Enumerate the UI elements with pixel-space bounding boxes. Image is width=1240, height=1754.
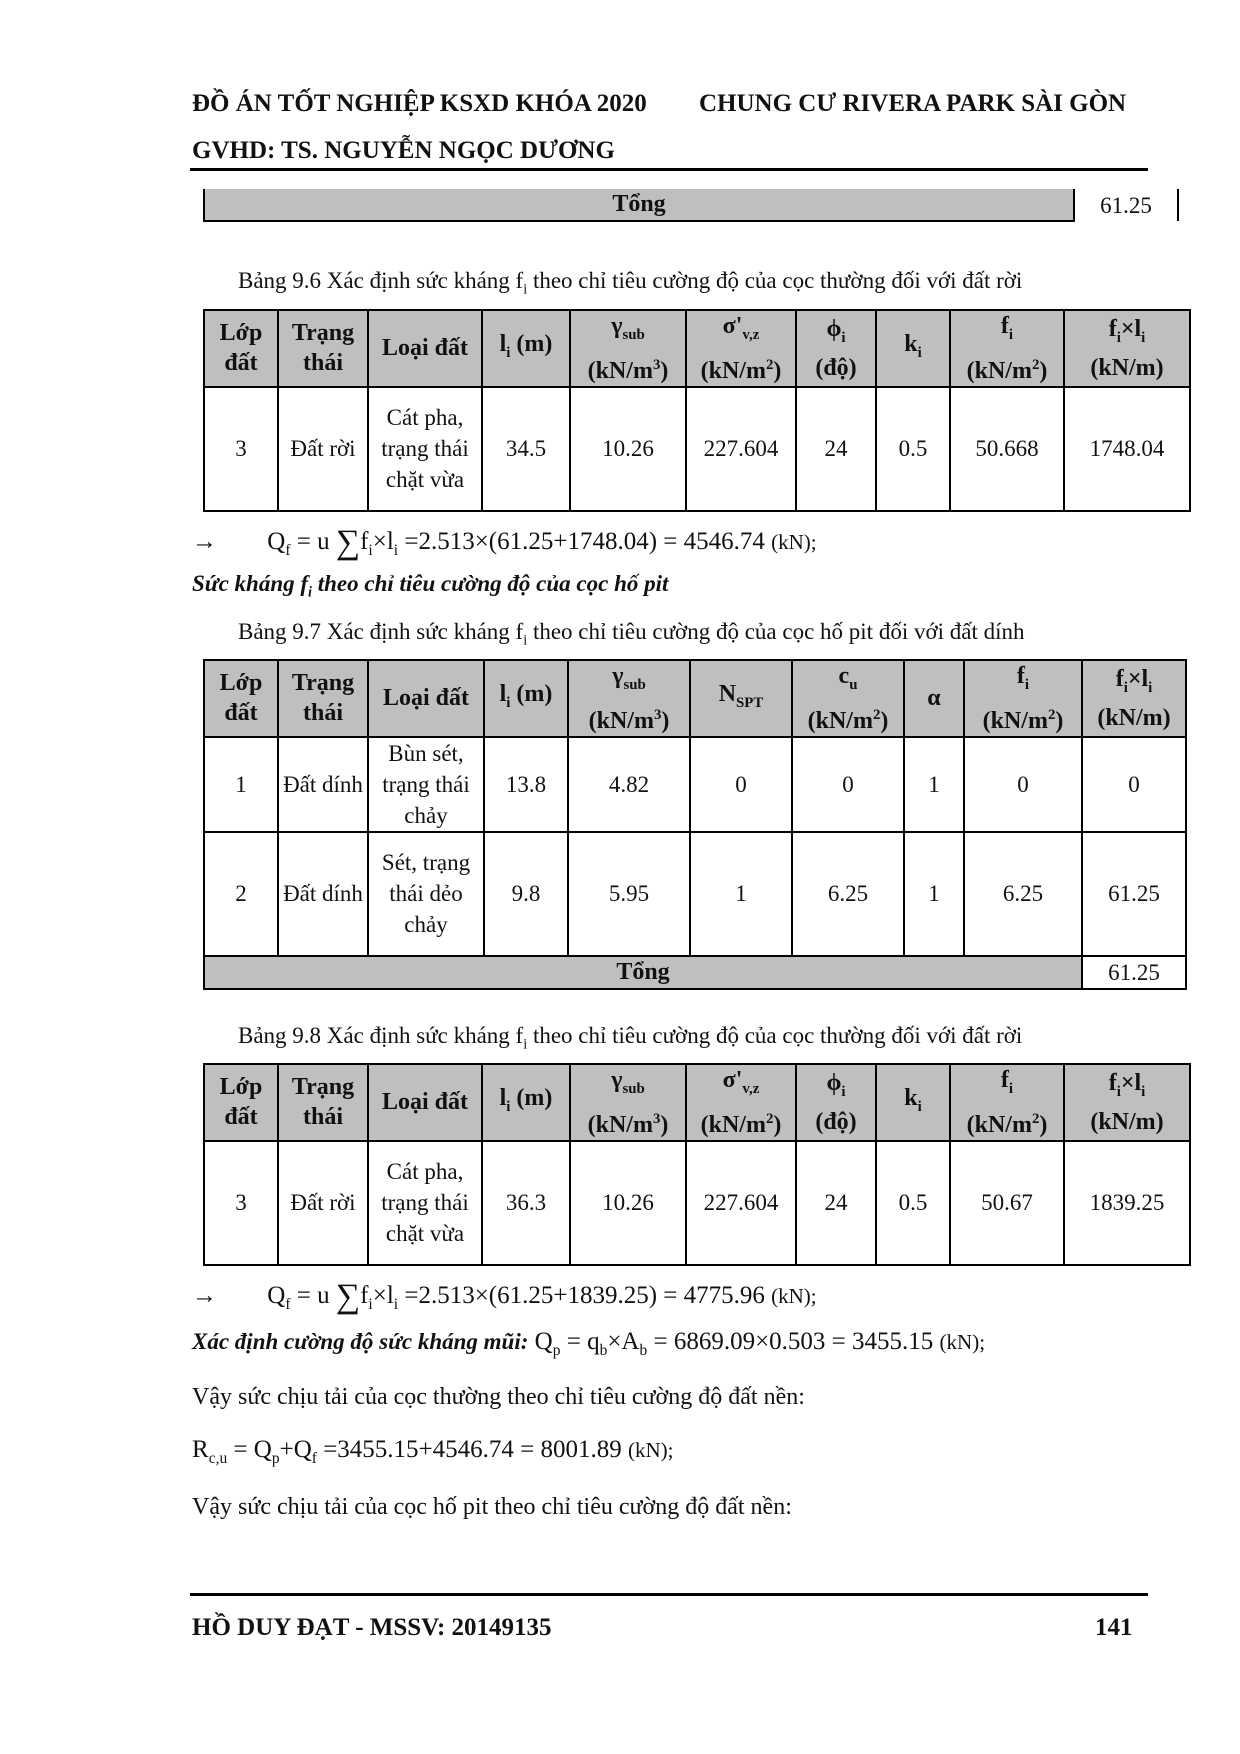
header-building-name: CHUNG CƯ RIVERA PARK SÀI GÒN: [699, 90, 1127, 117]
col-sigma: $\sigma'_{v,z}$ $(kN/m^2)$: [686, 1064, 796, 1141]
col-sigma: $\sigma'_{v,z}$ $(kN/m^2)$: [686, 310, 796, 387]
total-row: [204, 956, 1186, 989]
col-gamma: $\gamma_{sub}$ $(kN/m^3)$: [568, 660, 690, 737]
equation-qf-2: → $Q_f = u$ $\sum f_i\times l_i =2.513\times(61.25+1839.25) = 4775.96$ (kN);: [192, 1278, 817, 1315]
col-lop-dat: Lớp đất: [204, 660, 278, 737]
footer-author: HỒ DUY ĐẠT - MSSV: 20149135: [192, 1614, 552, 1641]
col-trang-thai: Trạng thái: [278, 310, 368, 387]
col-fili: $f_i\times l_i$ (kN/m): [1082, 660, 1186, 737]
cell-alpha: 1: [904, 832, 964, 956]
cell-trang-thai: Đất rời: [278, 1141, 368, 1265]
col-ki: $k_i$: [876, 310, 950, 387]
cell-sigma: 227.604: [686, 1141, 796, 1265]
arrow-glyph: →: [192, 528, 217, 555]
col-fi: $f_i$ $(kN/m^2)$: [964, 660, 1082, 737]
col-gamma: $\gamma_{sub}$ $(kN/m^3)$: [570, 1064, 686, 1141]
cell-trang-thai: Đất rời: [278, 387, 368, 511]
col-fili: $f_i\times l_i$ (kN/m): [1064, 1064, 1190, 1141]
col-alpha: α: [904, 660, 964, 737]
col-li: $l_i$ (m): [484, 660, 568, 737]
cell-trang-thai: Đất dính: [278, 737, 368, 832]
col-lop-dat: Lớp đất: [204, 310, 278, 387]
cell-loai-dat: Sét, trạng thái dẻo chảy: [368, 832, 484, 956]
col-li: $l_i$ (m): [482, 1064, 570, 1141]
table-96-caption: Bảng 9.6 Xác định sức kháng $f_i$ theo chỉ tiêu cường độ của cọc thường đối với đất rời: [238, 268, 1023, 298]
continued-total-table: [203, 189, 1179, 222]
footer-rule: [190, 1593, 1148, 1596]
col-loai-dat: Loại đất: [368, 660, 484, 737]
total-value: 61.25: [1074, 189, 1178, 221]
header-rule: [190, 168, 1148, 171]
total-label: Tổng: [204, 189, 1074, 221]
cell-li: 34.5: [482, 387, 570, 511]
total-value: 61.25: [1082, 956, 1186, 989]
table-98-caption: Bảng 9.8 Xác định sức kháng $f_i$ theo chỉ tiêu cường độ của cọc thường đối với đất rời: [238, 1023, 1023, 1053]
cell-lop: 1: [204, 737, 278, 832]
table-row: [204, 832, 1186, 956]
col-loai-dat: Loại đất: [368, 1064, 482, 1141]
cell-lop: 2: [204, 832, 278, 956]
cell-li: 9.8: [484, 832, 568, 956]
col-phi: $\phi_i$ (độ): [796, 310, 876, 387]
cell-alpha: 1: [904, 737, 964, 832]
cell-li: 36.3: [482, 1141, 570, 1265]
cell-gamma: 10.26: [570, 387, 686, 511]
col-nspt: $N_{SPT}$: [690, 660, 792, 737]
arrow-glyph: →: [192, 1282, 217, 1309]
col-loai-dat: Loại đất: [368, 310, 482, 387]
table-96: [203, 309, 1191, 512]
cell-fi: 50.668: [950, 387, 1064, 511]
col-trang-thai: Trạng thái: [278, 660, 368, 737]
cell-phi: 24: [796, 387, 876, 511]
cell-fili: 61.25: [1082, 832, 1186, 956]
paragraph-normal-pile: Vậy sức chịu tải của cọc thường theo chỉ tiêu cường độ đất nền:: [192, 1384, 805, 1410]
equation-qp: Xác định cường độ sức kháng mũi: $Q_p = q_b\times A_b = 6869.09\times 0.503 = 3455.15$ (kN);: [192, 1328, 986, 1359]
col-lop-dat: Lớp đất: [204, 1064, 278, 1141]
cell-loai-dat: Cát pha, trạng thái chặt vừa: [368, 1141, 482, 1265]
cell-fili: 1748.04: [1064, 387, 1190, 511]
equation-rcu: $R_{c,u} = Q_p+Q_f =3455.15+4546.74 = 8001.89$ (kN);: [192, 1436, 674, 1467]
total-label: Tổng: [204, 956, 1082, 989]
cell-ki: 0.5: [876, 1141, 950, 1265]
cell-gamma: 4.82: [568, 737, 690, 832]
equation-qf-1: → $Q_f = u$ $\sum f_i\times l_i =2.513\times(61.25+1748.04) = 4546.74$ (kN);: [192, 524, 817, 561]
cell-fi: 6.25: [964, 832, 1082, 956]
header-project-title: ĐỒ ÁN TỐT NGHIỆP KSXD KHÓA 2020: [192, 90, 647, 117]
page-number: 141: [1095, 1614, 1133, 1641]
cell-trang-thai: Đất dính: [278, 832, 368, 956]
tip-label: Xác định cường độ sức kháng mũi:: [192, 1329, 529, 1354]
cell-loai-dat: Cát pha, trạng thái chặt vừa: [368, 387, 482, 511]
col-ki: $k_i$: [876, 1064, 950, 1141]
table-row: [204, 737, 1186, 832]
cell-loai-dat: Bùn sét, trạng thái chảy: [368, 737, 484, 832]
col-phi: $\phi_i$ (độ): [796, 1064, 876, 1141]
cell-ki: 0.5: [876, 387, 950, 511]
cell-li: 13.8: [484, 737, 568, 832]
col-fi: $f_i$ $(kN/m^2)$: [950, 310, 1064, 387]
table-97-caption: Bảng 9.7 Xác định sức kháng $f_i$ theo chỉ tiêu cường độ của cọc hố pit đối với đất dính: [238, 619, 1025, 649]
col-li: $l_i$ (m): [482, 310, 570, 387]
cell-cu: 0: [792, 737, 904, 832]
cell-gamma: 5.95: [568, 832, 690, 956]
cell-fi: 0: [964, 737, 1082, 832]
cell-cu: 6.25: [792, 832, 904, 956]
table-row: [204, 1141, 1190, 1265]
paragraph-pit-pile: Vậy sức chịu tải của cọc hố pit theo chỉ tiêu cường độ đất nền:: [192, 1494, 792, 1520]
table-97: [203, 659, 1187, 990]
cell-phi: 24: [796, 1141, 876, 1265]
cell-lop: 3: [204, 387, 278, 511]
table-row: [204, 387, 1190, 511]
cell-fili: 0: [1082, 737, 1186, 832]
col-gamma: $\gamma_{sub}$ $(kN/m^3)$: [570, 310, 686, 387]
section-title-pit: Sức kháng $f_i$ theo chỉ tiêu cường độ của cọc hố pit: [192, 571, 669, 601]
col-fi: $f_i$ $(kN/m^2)$: [950, 1064, 1064, 1141]
col-fili: $f_i\times l_i$ (kN/m): [1064, 310, 1190, 387]
cell-fili: 1839.25: [1064, 1141, 1190, 1265]
col-cu: $c_u$ $(kN/m^2)$: [792, 660, 904, 737]
col-trang-thai: Trạng thái: [278, 1064, 368, 1141]
cell-nspt: 0: [690, 737, 792, 832]
header-advisor: GVHD: TS. NGUYỄN NGỌC DƯƠNG: [192, 137, 615, 164]
table-98: [203, 1063, 1191, 1266]
cell-nspt: 1: [690, 832, 792, 956]
cell-gamma: 10.26: [570, 1141, 686, 1265]
cell-fi: 50.67: [950, 1141, 1064, 1265]
cell-lop: 3: [204, 1141, 278, 1265]
cell-sigma: 227.604: [686, 387, 796, 511]
